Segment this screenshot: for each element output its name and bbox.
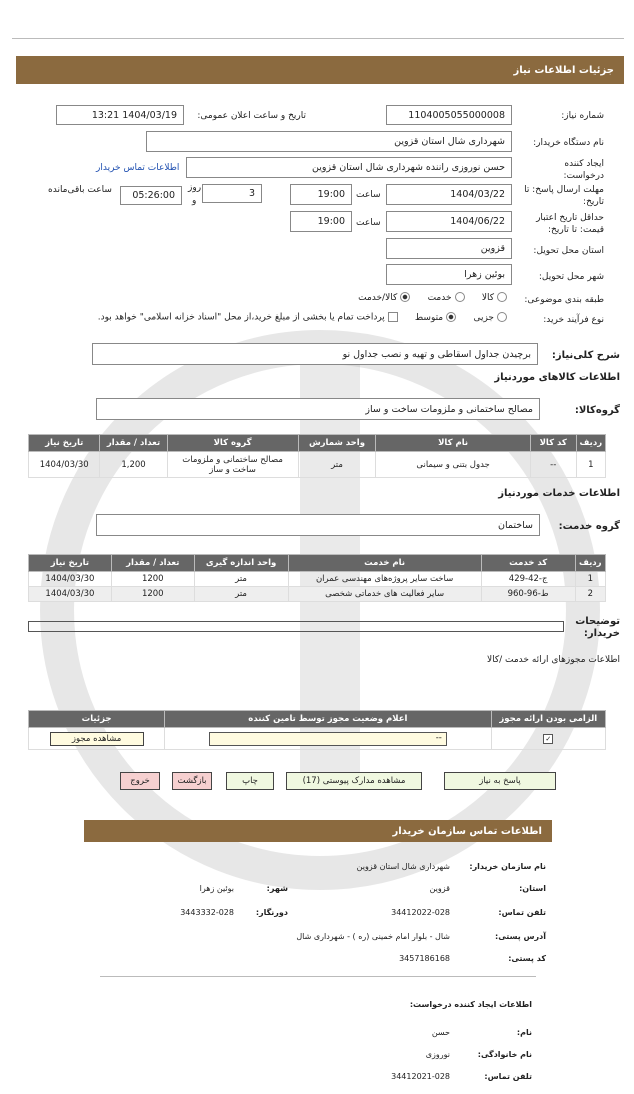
top-divider	[12, 38, 624, 39]
contact-header	[84, 820, 552, 842]
goods-th-row: ردیف	[576, 435, 605, 452]
table-row	[29, 572, 606, 587]
announce-label: تاریخ و ساعت اعلان عمومی:	[197, 111, 306, 121]
and-label: و	[192, 196, 197, 206]
contact-address-value: شال - بلوار امام خمینی (ره ) - شهرداری شال	[296, 932, 450, 941]
radio-goods[interactable]: کالا	[482, 293, 510, 303]
buyer-notes-label: توضیحات خریدار:	[575, 616, 620, 639]
creator-phone-label: تلفن تماس:	[484, 1072, 532, 1081]
summary-label: شرح کلی‌نیاز:	[551, 350, 620, 361]
radio-medium[interactable]: متوسط	[415, 313, 459, 323]
required-checkbox[interactable]: ✓	[543, 734, 553, 744]
deadline-time-label: ساعت	[356, 190, 381, 200]
process-label: نوع فرآیند خرید:	[543, 315, 604, 325]
print-button[interactable]: چاپ	[226, 772, 274, 790]
reply-button[interactable]: پاسخ به نیاز	[444, 772, 556, 790]
services-th-name: نام خدمت	[288, 555, 481, 572]
creator-label: ایجاد کننده درخواست:	[563, 159, 604, 181]
days-label: روز	[188, 183, 202, 193]
creator-value: حسن نوروزی راننده شهرداری شال استان قزوین	[312, 162, 505, 173]
contact-postal-value: 3457186168	[399, 954, 450, 963]
goods-group-value: مصالح ساختمانی و ملزومات ساخت و ساز	[365, 403, 533, 415]
remaining-time-field	[120, 186, 182, 205]
permits-title: اطلاعات مجوزهای ارائه خدمت /کالا	[486, 655, 620, 665]
back-button[interactable]: بازگشت	[172, 772, 212, 790]
goods-group-field	[96, 398, 540, 420]
permit-status-input[interactable]: --	[209, 732, 447, 746]
goods-cell-unit: متر	[298, 452, 376, 478]
need-number-field	[386, 105, 512, 125]
table-row	[29, 587, 606, 602]
services-section-title: اطلاعات خدمات موردنیاز	[498, 488, 620, 499]
remaining-label: ساعت باقی‌مانده	[48, 185, 112, 195]
deadline-time-value: 19:00	[317, 189, 345, 200]
goods-cell-date: 1404/03/30	[29, 452, 100, 478]
remaining-time-value: 05:26:00	[132, 190, 175, 201]
province-label: استان محل تحویل:	[533, 246, 604, 256]
services-cell-row: 2	[575, 587, 605, 602]
creator-phone-value: 34412021-028	[391, 1072, 450, 1081]
services-th-qty: تعداد / مقدار	[111, 555, 194, 572]
city-field	[386, 264, 512, 285]
permits-required-cell	[491, 728, 605, 750]
goods-th-code: کد کالا	[530, 435, 576, 452]
services-cell-qty: 1200	[111, 587, 194, 602]
contact-province-label: استان:	[519, 884, 546, 893]
deadline-time-field[interactable]	[290, 184, 352, 205]
deadline-date-field[interactable]	[386, 184, 512, 205]
goods-section-title: اطلاعات کالاهای موردنیاز	[494, 372, 620, 383]
province-field	[386, 238, 512, 259]
contact-info-link[interactable]: اطلاعات تماس خریدار	[96, 163, 180, 173]
radio-small[interactable]: جزیی	[473, 313, 510, 323]
services-cell-qty: 1200	[111, 572, 194, 587]
services-cell-code: ط-96-960	[481, 587, 575, 602]
panel-title: جزئیات اطلاعات نیاز	[513, 64, 614, 76]
exit-button[interactable]: خروج	[120, 772, 160, 790]
permits-th-details: جزئیات	[29, 711, 165, 728]
contact-org-value: شهرداری شال استان قزوین	[356, 862, 450, 871]
radio-goods-service[interactable]: کالا/خدمت	[358, 293, 413, 303]
buyer-org-value: شهرداری شال استان قزوین	[394, 136, 505, 147]
services-th-date: تاریخ نیاز	[29, 555, 112, 572]
services-cell-unit: متر	[194, 572, 288, 587]
payment-checkbox[interactable]	[388, 312, 398, 322]
announce-value: 1404/03/19 13:21	[91, 109, 177, 121]
services-cell-code: ج-42-429	[481, 572, 575, 587]
permits-details-cell	[29, 728, 165, 750]
creator-name-value: حسن	[431, 1028, 450, 1037]
contact-address-label: آدرس پستی:	[495, 932, 546, 941]
services-table	[28, 554, 606, 602]
creator-family-label: نام خانوادگی:	[477, 1050, 532, 1059]
goods-th-qty: تعداد / مقدار	[100, 435, 167, 452]
creator-name-label: نام:	[516, 1028, 532, 1037]
view-permit-button[interactable]: مشاهده مجوز	[50, 732, 144, 746]
validity-label: حداقل تاریخ اعتبار قیمت: تا تاریخ:	[536, 213, 604, 235]
buyer-notes-field	[28, 621, 564, 632]
goods-cell-code: --	[530, 452, 576, 478]
days-field	[202, 184, 262, 203]
view-docs-button[interactable]: مشاهده مدارک پیوستی (17)	[286, 772, 422, 790]
summary-field	[92, 343, 538, 365]
radio-service[interactable]: خدمت	[428, 293, 468, 303]
creator-info-title: اطلاعات ایجاد کننده درخواست:	[409, 1000, 532, 1009]
category-radios	[290, 292, 510, 303]
goods-cell-qty: 1,200	[100, 452, 167, 478]
panel-header	[16, 56, 624, 84]
goods-cell-row: 1	[576, 452, 605, 478]
deadline-label: مهلت ارسال پاسخ: تا تاریخ:	[524, 185, 604, 207]
validity-time-field[interactable]	[290, 211, 352, 232]
announce-field	[56, 105, 184, 125]
goods-th-group: گروه کالا	[167, 435, 298, 452]
creator-field	[186, 157, 512, 178]
contact-phone-label: تلفن تماس:	[498, 908, 546, 917]
services-group-label: گروه خدمت:	[558, 521, 620, 532]
goods-group-label: گروه‌کالا:	[574, 405, 620, 416]
contact-postal-label: کد پستی:	[508, 954, 546, 963]
goods-cell-name: جدول بتنی و سیمانی	[376, 452, 530, 478]
services-th-code: کد خدمت	[481, 555, 575, 572]
services-cell-date: 1404/03/30	[29, 587, 112, 602]
table-row	[29, 452, 606, 478]
city-label: شهر محل تحویل:	[538, 272, 604, 282]
services-cell-name: ساخت سایر پروژه‌های مهندسی عمران	[288, 572, 481, 587]
contact-city-value: بوئین زهرا	[199, 884, 234, 893]
goods-th-name: نام کالا	[376, 435, 530, 452]
services-cell-row: 1	[575, 572, 605, 587]
category-label: طبقه بندی موضوعی:	[524, 295, 604, 305]
validity-date-value: 1404/06/22	[450, 216, 505, 227]
permits-th-required: الزامی بودن ارائه مجوز	[491, 711, 605, 728]
creator-family-value: نوروزی	[425, 1050, 450, 1059]
goods-th-date: تاریخ نیاز	[29, 435, 100, 452]
permits-th-status: اعلام وضعیت مجوز توسط تامین کننده	[165, 711, 491, 728]
validity-date-field[interactable]	[386, 211, 512, 232]
validity-time-label: ساعت	[356, 218, 381, 228]
process-radios	[50, 312, 510, 323]
payment-note: پرداخت تمام یا بخشی از مبلغ خرید،از محل "اسناد خزانه اسلامی" خواهد بود.	[97, 312, 385, 323]
summary-value: برچیدن جداول اسقاطی و تهیه و نصب جداول نو	[342, 348, 531, 360]
services-th-unit: واحد اندازه گیری	[194, 555, 288, 572]
goods-table	[28, 434, 606, 478]
need-number-value: 1104005055000008	[408, 109, 505, 121]
buyer-org-label: نام دستگاه خریدار:	[533, 138, 604, 148]
services-th-row: ردیف	[575, 555, 605, 572]
contact-phone-value: 34412022-028	[391, 908, 450, 917]
buyer-org-field	[146, 131, 512, 152]
table-row	[29, 728, 606, 750]
days-value: 3	[248, 188, 255, 199]
contact-fax-value: 3443332-028	[180, 908, 234, 917]
city-value: بوئین زهرا	[464, 269, 505, 280]
contact-city-label: شهر:	[266, 884, 288, 893]
goods-th-unit: واحد شمارش	[298, 435, 376, 452]
contact-fax-label: دورنگار:	[255, 908, 288, 917]
services-group-field	[96, 514, 540, 536]
contact-divider	[100, 976, 536, 977]
contact-title: اطلاعات تماس سازمان خریدار	[392, 825, 542, 837]
services-cell-date: 1404/03/30	[29, 572, 112, 587]
contact-org-label: نام سازمان خریدار:	[469, 862, 546, 871]
province-value: قزوین	[480, 243, 505, 254]
goods-cell-group: مصالح ساختمانی و ملزومات ساخت و ساز	[167, 452, 298, 478]
deadline-date-value: 1404/03/22	[450, 189, 505, 200]
need-number-label: شماره نیاز:	[561, 111, 604, 121]
services-group-value: ساختمان	[498, 519, 533, 531]
permits-status-cell	[165, 728, 491, 750]
contact-province-value: قزوین	[429, 884, 450, 893]
validity-time-value: 19:00	[317, 216, 345, 227]
services-cell-unit: متر	[194, 587, 288, 602]
permits-table	[28, 710, 606, 750]
services-cell-name: سایر فعالیت های خدماتی شخصی	[288, 587, 481, 602]
